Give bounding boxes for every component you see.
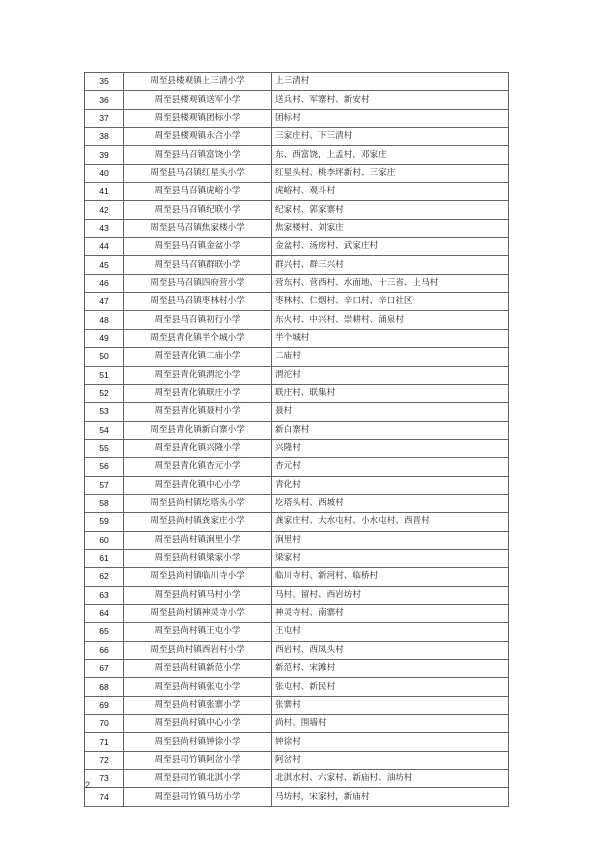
row-number: 49 xyxy=(85,329,124,347)
village-list: 张寨村 xyxy=(272,696,509,714)
table-row xyxy=(85,623,509,641)
table-row xyxy=(85,678,509,696)
village-list: 兴隆村 xyxy=(272,439,509,457)
school-name: 周至县青化镇中心小学 xyxy=(124,476,272,494)
table-row xyxy=(85,274,509,292)
school-name: 周至县青化镇新白寨小学 xyxy=(124,421,272,439)
row-number: 70 xyxy=(85,715,124,733)
table-row xyxy=(85,531,509,549)
school-name: 周至县青化镇杏元小学 xyxy=(124,458,272,476)
school-name: 周至县尚村镇临川寺小学 xyxy=(124,568,272,586)
table-row xyxy=(85,696,509,714)
row-number: 71 xyxy=(85,733,124,751)
row-number: 60 xyxy=(85,531,124,549)
village-list: 团标村 xyxy=(272,109,509,127)
row-number: 58 xyxy=(85,494,124,512)
row-number: 74 xyxy=(85,788,124,806)
table-row xyxy=(85,751,509,769)
village-list: 联庄村、联集村 xyxy=(272,384,509,402)
row-number: 35 xyxy=(85,73,124,91)
table-row xyxy=(85,329,509,347)
school-name: 周至县马召镇富饶小学 xyxy=(124,146,272,164)
row-number: 42 xyxy=(85,201,124,219)
row-number: 36 xyxy=(85,91,124,109)
table-row xyxy=(85,146,509,164)
table-row xyxy=(85,109,509,127)
village-list: 营东村、营西村、水面地、十三省、上马村 xyxy=(272,274,509,292)
village-list: 新范村、宋滩村 xyxy=(272,660,509,678)
village-list: 群兴村、群三兴村 xyxy=(272,256,509,274)
row-number: 64 xyxy=(85,604,124,622)
village-list: 半个城村 xyxy=(272,329,509,347)
school-name: 周至县楼观镇送军小学 xyxy=(124,91,272,109)
village-list: 聂村 xyxy=(272,403,509,421)
school-name: 周至县马召镇纪联小学 xyxy=(124,201,272,219)
table-row xyxy=(85,770,509,788)
table-row xyxy=(85,715,509,733)
row-number: 57 xyxy=(85,476,124,494)
school-name: 周至县青化镇半个城小学 xyxy=(124,329,272,347)
school-name: 周至县楼观镇团标小学 xyxy=(124,109,272,127)
village-list: 张屯村、新民村 xyxy=(272,678,509,696)
village-list: 焦家楼村、刘家庄 xyxy=(272,219,509,237)
village-list: 西岩村、西凤头村 xyxy=(272,641,509,659)
table-row xyxy=(85,91,509,109)
school-name: 周至县尚村镇神灵寺小学 xyxy=(124,604,272,622)
school-name: 周至县马召镇虎峪小学 xyxy=(124,183,272,201)
village-list: 尚村、围墙村 xyxy=(272,715,509,733)
table-row xyxy=(85,476,509,494)
school-name: 周至县青化镇二庙小学 xyxy=(124,348,272,366)
table-row xyxy=(85,494,509,512)
row-number: 55 xyxy=(85,439,124,457)
village-list: 新白寨村 xyxy=(272,421,509,439)
table-row xyxy=(85,660,509,678)
school-name: 周至县尚村镇钟徐小学 xyxy=(124,733,272,751)
village-list: 涧里村 xyxy=(272,531,509,549)
school-name: 周至县司竹镇阿岔小学 xyxy=(124,751,272,769)
village-list: 红星头村、桃李坪新村、三家庄 xyxy=(272,164,509,182)
village-list: 马村、留村、西岩坊村 xyxy=(272,586,509,604)
school-name: 周至县尚村镇龚家庄小学 xyxy=(124,513,272,531)
table-row xyxy=(85,366,509,384)
school-district-table xyxy=(84,72,509,807)
table-row xyxy=(85,421,509,439)
row-number: 62 xyxy=(85,568,124,586)
row-number: 43 xyxy=(85,219,124,237)
row-number: 46 xyxy=(85,274,124,292)
village-list: 神灵寺村、南寨村 xyxy=(272,604,509,622)
row-number: 73 xyxy=(85,770,124,788)
table-row xyxy=(85,348,509,366)
row-number: 63 xyxy=(85,586,124,604)
row-number: 65 xyxy=(85,623,124,641)
village-list: 龚家庄村、大水屯村、小水屯村、西晋村 xyxy=(272,513,509,531)
row-number: 39 xyxy=(85,146,124,164)
row-number: 54 xyxy=(85,421,124,439)
village-list: 梁家村 xyxy=(272,549,509,567)
school-name: 周至县尚村镇新范小学 xyxy=(124,660,272,678)
table-row xyxy=(85,311,509,329)
school-name: 周至县司竹镇马坊小学 xyxy=(124,788,272,806)
village-list: 杏元村 xyxy=(272,458,509,476)
school-name: 周至县尚村镇涧里小学 xyxy=(124,531,272,549)
school-name: 周至县尚村镇梁家小学 xyxy=(124,549,272,567)
school-name: 周至县马召镇初行小学 xyxy=(124,311,272,329)
table-row xyxy=(85,513,509,531)
village-list: 虎峪村、观斗村 xyxy=(272,183,509,201)
school-name: 周至县马召镇金盆小学 xyxy=(124,238,272,256)
table-body xyxy=(85,73,509,807)
village-list: 上三清村 xyxy=(272,73,509,91)
row-number: 52 xyxy=(85,384,124,402)
table-row xyxy=(85,128,509,146)
village-list: 纪家村、郭家寨村 xyxy=(272,201,509,219)
table-row xyxy=(85,293,509,311)
row-number: 50 xyxy=(85,348,124,366)
table-row xyxy=(85,586,509,604)
row-number: 51 xyxy=(85,366,124,384)
row-number: 40 xyxy=(85,164,124,182)
row-number: 68 xyxy=(85,678,124,696)
school-name: 周至县尚村镇西岩村小学 xyxy=(124,641,272,659)
row-number: 56 xyxy=(85,458,124,476)
row-number: 59 xyxy=(85,513,124,531)
row-number: 72 xyxy=(85,751,124,769)
table-row xyxy=(85,604,509,622)
school-name: 周至县马召镇枣林村小学 xyxy=(124,293,272,311)
school-name: 周至县马召镇四府营小学 xyxy=(124,274,272,292)
village-list: 青化村 xyxy=(272,476,509,494)
school-name: 周至县马召镇焦家楼小学 xyxy=(124,219,272,237)
village-list: 渭沱村 xyxy=(272,366,509,384)
row-number: 48 xyxy=(85,311,124,329)
school-name: 周至县青化镇联庄小学 xyxy=(124,384,272,402)
village-list: 阿岔村 xyxy=(272,751,509,769)
school-name: 周至县尚村镇马村小学 xyxy=(124,586,272,604)
table-row xyxy=(85,568,509,586)
school-name: 周至县尚村镇中心小学 xyxy=(124,715,272,733)
table-row xyxy=(85,458,509,476)
school-name: 周至县尚村镇张寨小学 xyxy=(124,696,272,714)
village-list: 马坊村，宋家村，新庙村 xyxy=(272,788,509,806)
row-number: 53 xyxy=(85,403,124,421)
village-list: 金盆村、汤房村、武家庄村 xyxy=(272,238,509,256)
school-name: 周至县青化镇兴隆小学 xyxy=(124,439,272,457)
village-list: 东火村、中兴村、崇耕村、涌泉村 xyxy=(272,311,509,329)
table-row xyxy=(85,183,509,201)
table-row xyxy=(85,549,509,567)
row-number: 61 xyxy=(85,549,124,567)
row-number: 38 xyxy=(85,128,124,146)
table-row xyxy=(85,73,509,91)
table-row xyxy=(85,219,509,237)
table-row xyxy=(85,439,509,457)
school-name: 周至县尚村镇王屯小学 xyxy=(124,623,272,641)
table-row xyxy=(85,256,509,274)
village-list: 北淇水村、六家村、新庙村、油坊村 xyxy=(272,770,509,788)
row-number: 67 xyxy=(85,660,124,678)
row-number: 69 xyxy=(85,696,124,714)
village-list: 二庙村 xyxy=(272,348,509,366)
school-name: 周至县青化镇渭沱小学 xyxy=(124,366,272,384)
school-name: 周至县马召镇红星头小学 xyxy=(124,164,272,182)
table-row xyxy=(85,164,509,182)
village-list: 钟徐村 xyxy=(272,733,509,751)
row-number: 66 xyxy=(85,641,124,659)
table-row xyxy=(85,403,509,421)
school-name: 周至县马召镇群联小学 xyxy=(124,256,272,274)
school-name: 周至县楼观镇上三清小学 xyxy=(124,73,272,91)
village-list: 三家庄村、下三清村 xyxy=(272,128,509,146)
school-name: 周至县楼观镇永合小学 xyxy=(124,128,272,146)
row-number: 41 xyxy=(85,183,124,201)
table-row xyxy=(85,788,509,806)
table-row xyxy=(85,384,509,402)
village-list: 东、西富饶，上孟村，邓家庄 xyxy=(272,146,509,164)
page-number: 2 xyxy=(85,780,91,790)
school-name: 周至县尚村镇圪塔头小学 xyxy=(124,494,272,512)
table-row xyxy=(85,733,509,751)
row-number: 45 xyxy=(85,256,124,274)
table-row xyxy=(85,641,509,659)
village-list: 王屯村 xyxy=(272,623,509,641)
village-list: 临川寺村、新河村、临桥村 xyxy=(272,568,509,586)
table-row xyxy=(85,201,509,219)
school-name: 周至县尚村镇张屯小学 xyxy=(124,678,272,696)
row-number: 44 xyxy=(85,238,124,256)
village-list: 枣林村、仁烟村、辛口村、辛口社区 xyxy=(272,293,509,311)
table-row xyxy=(85,238,509,256)
row-number: 37 xyxy=(85,109,124,127)
school-name: 周至县青化镇聂村小学 xyxy=(124,403,272,421)
school-name: 周至县司竹镇北淇小学 xyxy=(124,770,272,788)
row-number: 47 xyxy=(85,293,124,311)
village-list: 圪塔头村、西坡村 xyxy=(272,494,509,512)
village-list: 送兵村、军寨村、新安村 xyxy=(272,91,509,109)
